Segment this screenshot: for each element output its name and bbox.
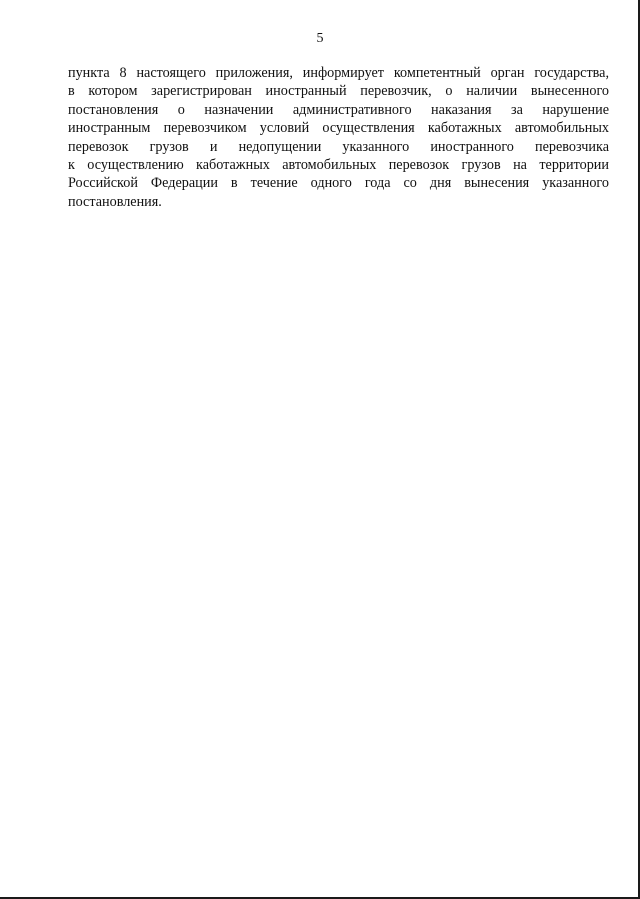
body-paragraph [68, 64, 609, 211]
paragraph-line: к осуществлению каботажных автомобильных перевозок грузов на территории [68, 156, 609, 173]
paragraph-line-last: постановления. [68, 193, 162, 210]
page-number: 5 [316, 31, 324, 46]
paragraph-line: иностранным перевозчиком условий осуществления каботажных автомобильных [68, 120, 609, 137]
paragraph-line: Российской Федерации в течение одного года со дня вынесения указанного [68, 175, 609, 192]
paragraph-line: перевозок грузов и недопущении указанного иностранного перевозчика [68, 138, 609, 155]
paragraph-line: в котором зарегистрирован иностранный перевозчик, о наличии вынесенного [68, 83, 609, 100]
paragraph-line: пункта 8 настоящего приложения, информирует компетентный орган государства, [68, 65, 609, 81]
paragraph-line: постановления о назначении административного наказания за нарушение [68, 101, 609, 118]
